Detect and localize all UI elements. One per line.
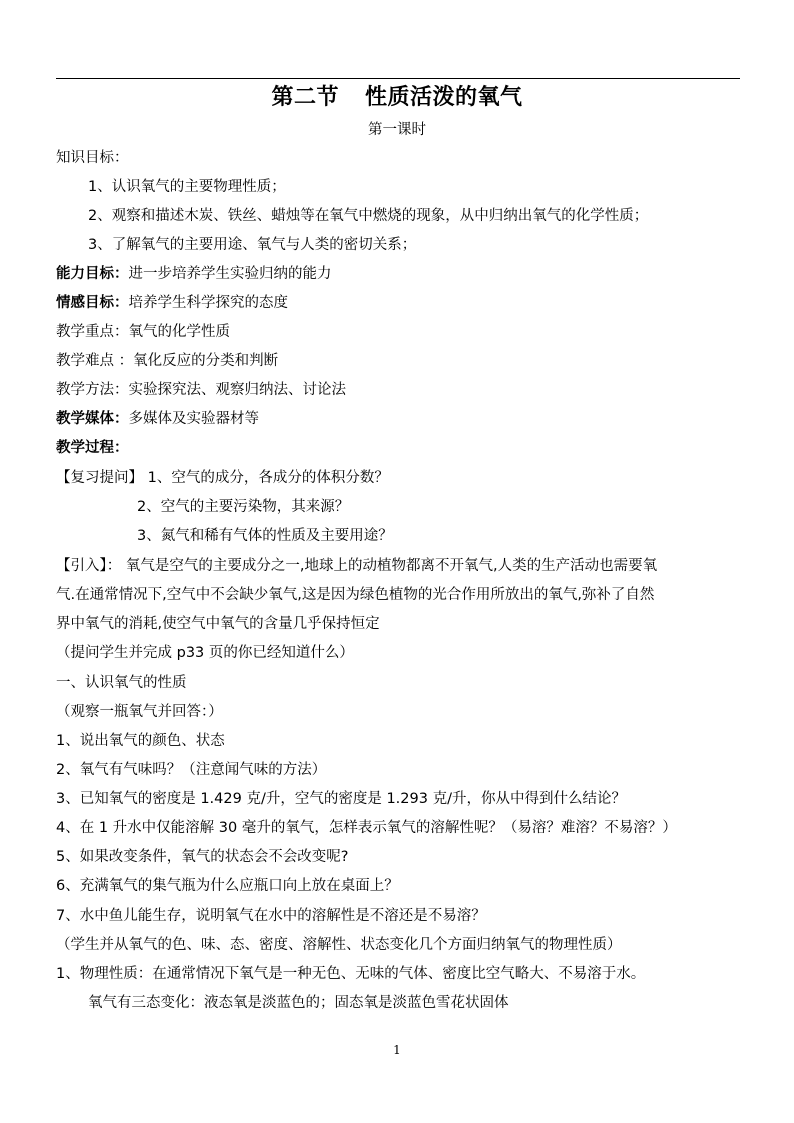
section-title: 一、认识氧气的性质 [56,675,187,691]
review-item-1: 1、空气的成分，各成分的体积分数？ [147,470,389,486]
knowledge-label: 知识目标： [56,150,129,166]
review-item-2: 2、空气的主要污染物，其来源？ [137,499,350,515]
intro-line-2: 气.在通常情况下,空气中不会缺少氧气,这是因为绿色植物的光合作用所放出的氧气,弥补了自然 [56,587,655,603]
media-label: 教学媒体： [56,411,129,427]
review-label: 【复习提问】 [56,470,143,486]
question-7: 7、水中鱼儿能生存，说明氧气在水中的溶解性是不溶还是不易溶？ [56,908,486,924]
header-rule [56,78,740,79]
teaching-media [56,409,259,429]
review-item-3: 3、氮气和稀有气体的性质及主要用途？ [137,528,393,544]
three-states: 氧气有三态变化：液态氧是淡蓝色的；固态氧是淡蓝色雪花状固体 [88,995,509,1011]
knowledge-item-2: 2、观察和描述木炭、铁丝、蜡烛等在氧气中燃烧的现象，从中归纳出氧气的化学性质； [88,208,649,224]
summary-prompt: （学生并从氧气的色、味、态、密度、溶解性、状态变化几个方面归纳氧气的物理性质） [56,937,622,953]
observe-prompt: （观察一瓶氧气并回答：） [56,704,223,720]
page-subtitle: 第一课时 [368,122,426,138]
physical-property: 1、物理性质：在通常情况下氧气是一种无色、无味的气体、密度比空气略大、不易溶于水。 [56,966,646,982]
review-line-1 [56,468,389,488]
title-topic: 性质活泼的氧气 [365,85,523,110]
teaching-method: 教学方法：实验探究法、观察归纳法、讨论法 [56,382,346,398]
question-6: 6、充满氧气的集气瓶为什么应瓶口向上放在桌面上？ [56,878,399,894]
question-4: 4、在 1 升水中仅能溶解 30 毫升的氧气，怎样表示氧气的溶解性呢？（易溶？难溶？不易溶？） [56,820,677,836]
intro-label: 【引入】： [56,558,122,574]
difficulty: 教学难点 ：氧化反应的分类和判断 [56,353,279,369]
question-2: 2、氧气有气味吗？（注意闻气味的方法） [56,762,327,778]
process-label: 教学过程： [56,440,129,456]
emotion-text: 培养学生科学探究的态度 [128,295,288,311]
prompt-question: （提问学生并完成 p33 页的你已经知道什么） [56,645,354,661]
key-point: 教学重点：氧气的化学性质 [56,324,230,340]
title-section: 第二节 [271,85,339,110]
ability-goal [56,264,332,284]
question-5: 5、如果改变条件，氧气的状态会不会改变呢? [56,849,349,865]
intro-line-1 [56,556,657,576]
ability-label: 能力目标： [56,266,129,282]
emotion-label: 情感目标： [56,295,129,311]
knowledge-item-1: 1、认识氧气的主要物理性质； [88,179,286,195]
intro-text-1: 氧气是空气的主要成分之一,地球上的动植物都离不开氧气,人类的生产活动也需要氧 [125,558,658,574]
page-title [0,80,794,111]
question-1: 1、说出氧气的颜色、状态 [56,733,225,749]
ability-text: 进一步培养学生实验归纳的能力 [128,266,332,282]
media-text: 多媒体及实验器材等 [128,411,259,427]
knowledge-item-3: 3、了解氧气的主要用途、氧气与人类的密切关系； [88,237,417,253]
intro-line-3: 界中氧气的消耗,使空气中氧气的含量几乎保持恒定 [56,616,380,632]
page-number: 1 [393,1043,401,1057]
question-3: 3、已知氧气的密度是 1.429 克/升，空气的密度是 1.293 克/升，你从中得到什么结论？ [56,791,626,807]
emotion-goal [56,293,288,313]
